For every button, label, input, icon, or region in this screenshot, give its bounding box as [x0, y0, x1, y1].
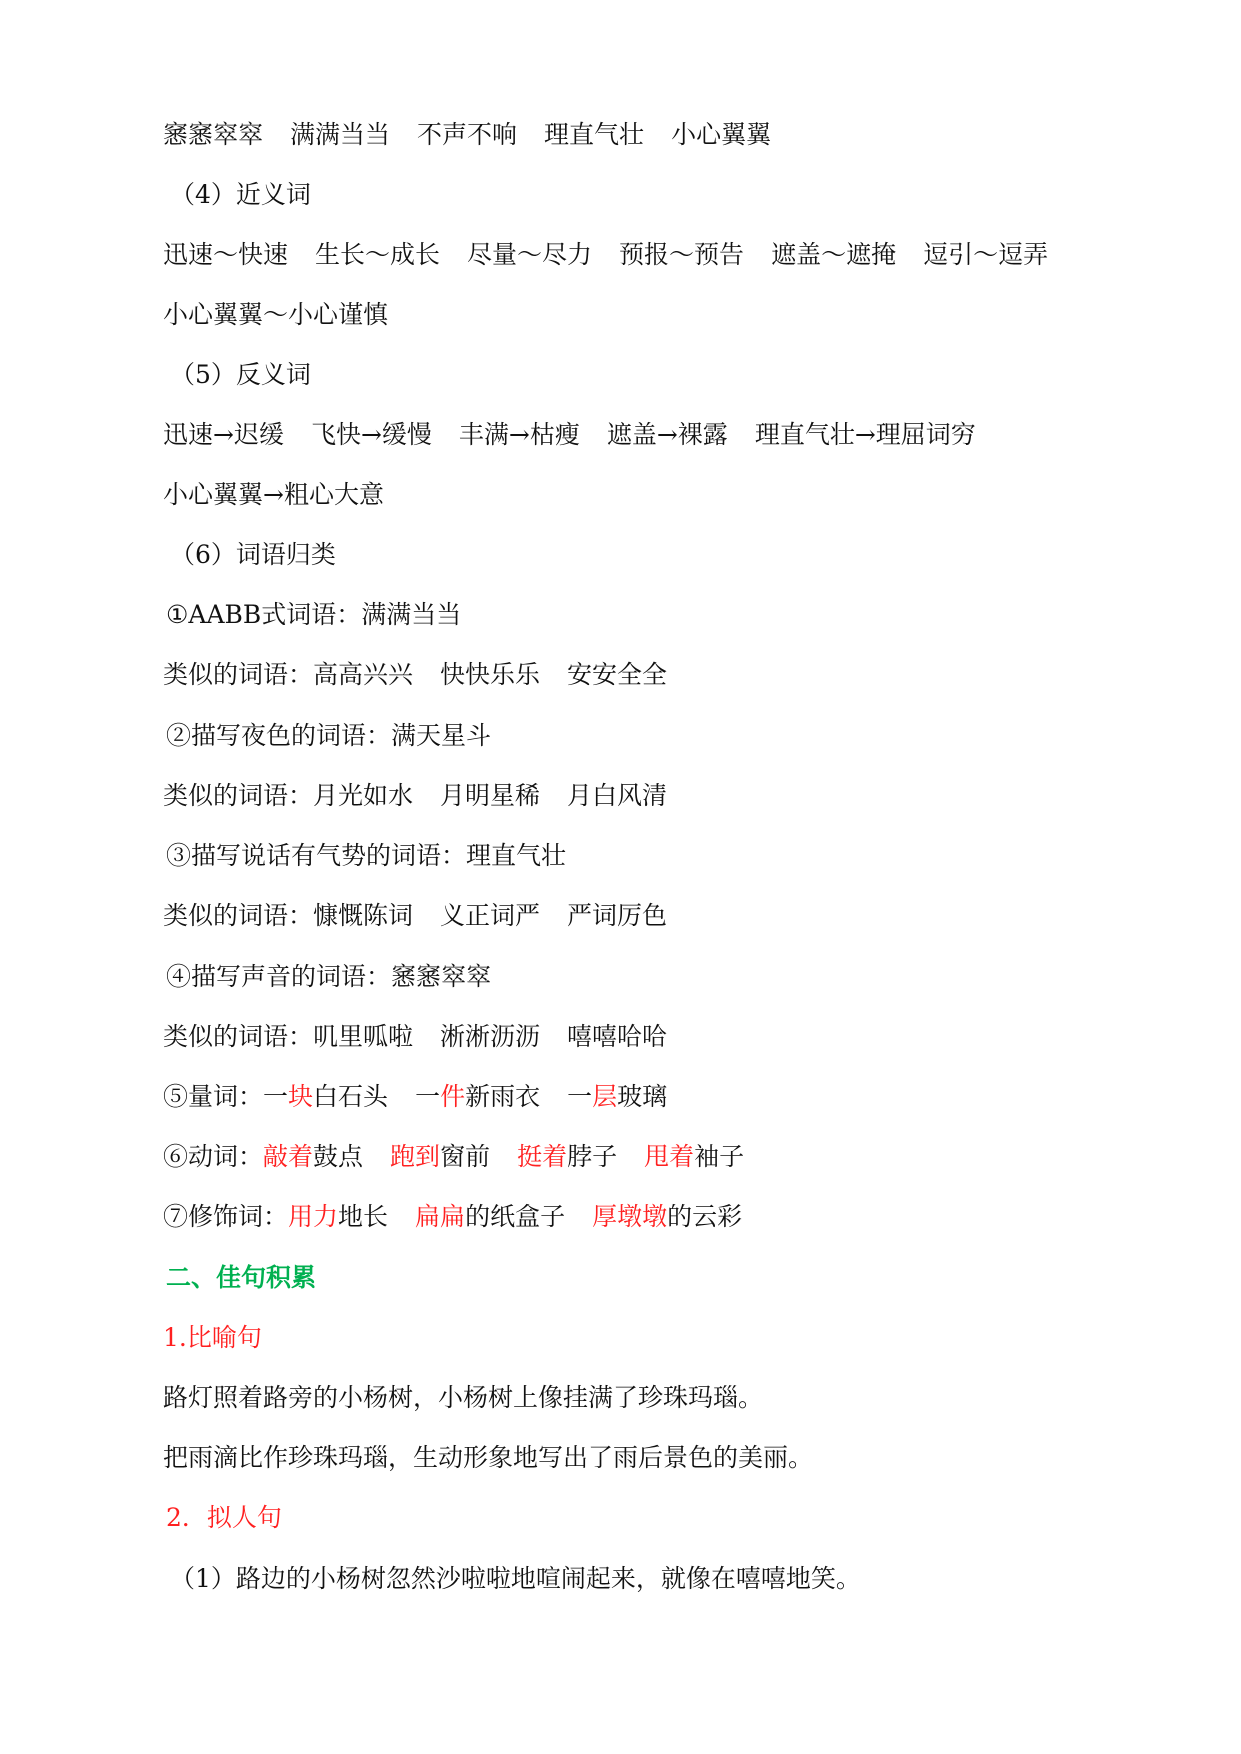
antonym-line [163, 418, 1003, 452]
heading-synonyms: （4）近义词 [170, 180, 311, 209]
plain-text: 一 [415, 1082, 441, 1111]
category-1: ①AABB式词语：满满当当 [166, 600, 462, 629]
highlight-text: 敲着 [263, 1142, 314, 1171]
antonym-pair: 遮盖→裸露 [606, 420, 728, 449]
word: 满满当当 [290, 120, 391, 149]
word: 理直气壮 [544, 120, 645, 149]
category-label: ⑥动词： [163, 1142, 264, 1171]
word: 小心翼翼 [671, 120, 772, 149]
similar-word: 类似的词语：慷慨陈词 [163, 901, 414, 930]
word: 窸窸窣窣 [163, 120, 264, 149]
category-2: ②描写夜色的词语：满天星斗 [166, 721, 492, 750]
simile-example: 路灯照着路旁的小杨树，小杨树上像挂满了珍珠玛瑙。 [163, 1383, 764, 1412]
similar-word: 安安全全 [567, 660, 668, 689]
synonym-pair: 遮盖～遮掩 [771, 240, 897, 269]
personification-example: （1）路边的小杨树忽然沙啦啦地喧闹起来，就像在嘻嘻地笑。 [170, 1564, 861, 1593]
highlight-text: 甩着 [644, 1142, 695, 1171]
similar-word: 嘻嘻哈哈 [567, 1022, 668, 1051]
synonym-pair: 迅速～快速 [163, 240, 289, 269]
subheading-personification: 2．拟人句 [166, 1503, 282, 1532]
highlight-text: 块 [288, 1082, 314, 1111]
synonym-pair: 生长～成长 [315, 240, 441, 269]
plain-text: 地长 [338, 1202, 389, 1231]
highlight-text: 层 [592, 1082, 618, 1111]
highlight-text: 件 [440, 1082, 466, 1111]
similar-word: 淅淅沥沥 [440, 1022, 541, 1051]
antonym-pair: 迅速→迟缓 [163, 420, 284, 449]
category-5-measure-words [163, 1080, 694, 1114]
plain-text: 一 [567, 1082, 593, 1111]
synonym-pair: 预报～预告 [619, 240, 745, 269]
plain-text: 玻璃 [617, 1082, 668, 1111]
similar-word: 快快乐乐 [440, 660, 541, 689]
similar-word: 月明星稀 [440, 781, 541, 810]
category-7-modifiers [163, 1200, 769, 1234]
antonym-line-2: 小心翼翼→粗心大意 [163, 480, 384, 509]
synonym-pair: 逗引～逗弄 [923, 240, 1049, 269]
category-label: ⑦修饰词： [163, 1202, 289, 1231]
highlight-text: 扁扁 [415, 1202, 466, 1231]
category-3-similar [163, 899, 694, 933]
category-4-similar [163, 1020, 694, 1054]
synonym-line [163, 238, 1075, 272]
highlight-text: 跑到 [390, 1142, 441, 1171]
category-label: ⑤量词： [163, 1082, 264, 1111]
word: 不声不响 [417, 120, 518, 149]
plain-text: 的纸盒子 [465, 1202, 566, 1231]
antonym-pair: 理直气壮→理屈词穷 [754, 420, 976, 449]
plain-text: 鼓点 [313, 1142, 364, 1171]
category-2-similar [163, 779, 694, 813]
plain-text: 的云彩 [667, 1202, 743, 1231]
category-1-similar [163, 658, 694, 692]
similar-word: 义正词严 [440, 901, 541, 930]
similar-word: 严词厉色 [567, 901, 668, 930]
highlight-text: 厚墩墩 [592, 1202, 668, 1231]
highlight-text: 用力 [288, 1202, 339, 1231]
antonym-pair: 丰满→枯瘦 [458, 420, 580, 449]
plain-text: 白石头 [313, 1082, 389, 1111]
antonym-pair: 飞快→缓慢 [310, 420, 432, 449]
simile-explanation: 把雨滴比作珍珠玛瑙，生动形象地写出了雨后景色的美丽。 [163, 1443, 814, 1472]
heading-classification: （6）词语归类 [170, 540, 336, 569]
synonym-line-2: 小心翼翼～小心谨慎 [163, 300, 389, 329]
similar-word: 月白风清 [567, 781, 668, 810]
subheading-simile: 1.比喻句 [163, 1323, 262, 1352]
heading-antonyms: （5）反义词 [170, 360, 311, 389]
similar-word: 类似的词语：月光如水 [163, 781, 414, 810]
word-list-line [163, 118, 798, 152]
synonym-pair: 尽量～尽力 [467, 240, 593, 269]
plain-text: 袖子 [694, 1142, 745, 1171]
plain-text: 一 [263, 1082, 289, 1111]
plain-text: 脖子 [567, 1142, 618, 1171]
highlight-text: 挺着 [517, 1142, 568, 1171]
similar-word: 类似的词语：叽里呱啦 [163, 1022, 414, 1051]
category-4: ④描写声音的词语：窸窸窣窣 [166, 962, 492, 991]
plain-text: 新雨衣 [465, 1082, 541, 1111]
plain-text: 窗前 [440, 1142, 491, 1171]
category-6-verbs [163, 1140, 771, 1174]
similar-word: 类似的词语：高高兴兴 [163, 660, 414, 689]
section-heading-sentences: 二、佳句积累 [166, 1263, 317, 1292]
category-3: ③描写说话有气势的词语：理直气壮 [166, 841, 567, 870]
